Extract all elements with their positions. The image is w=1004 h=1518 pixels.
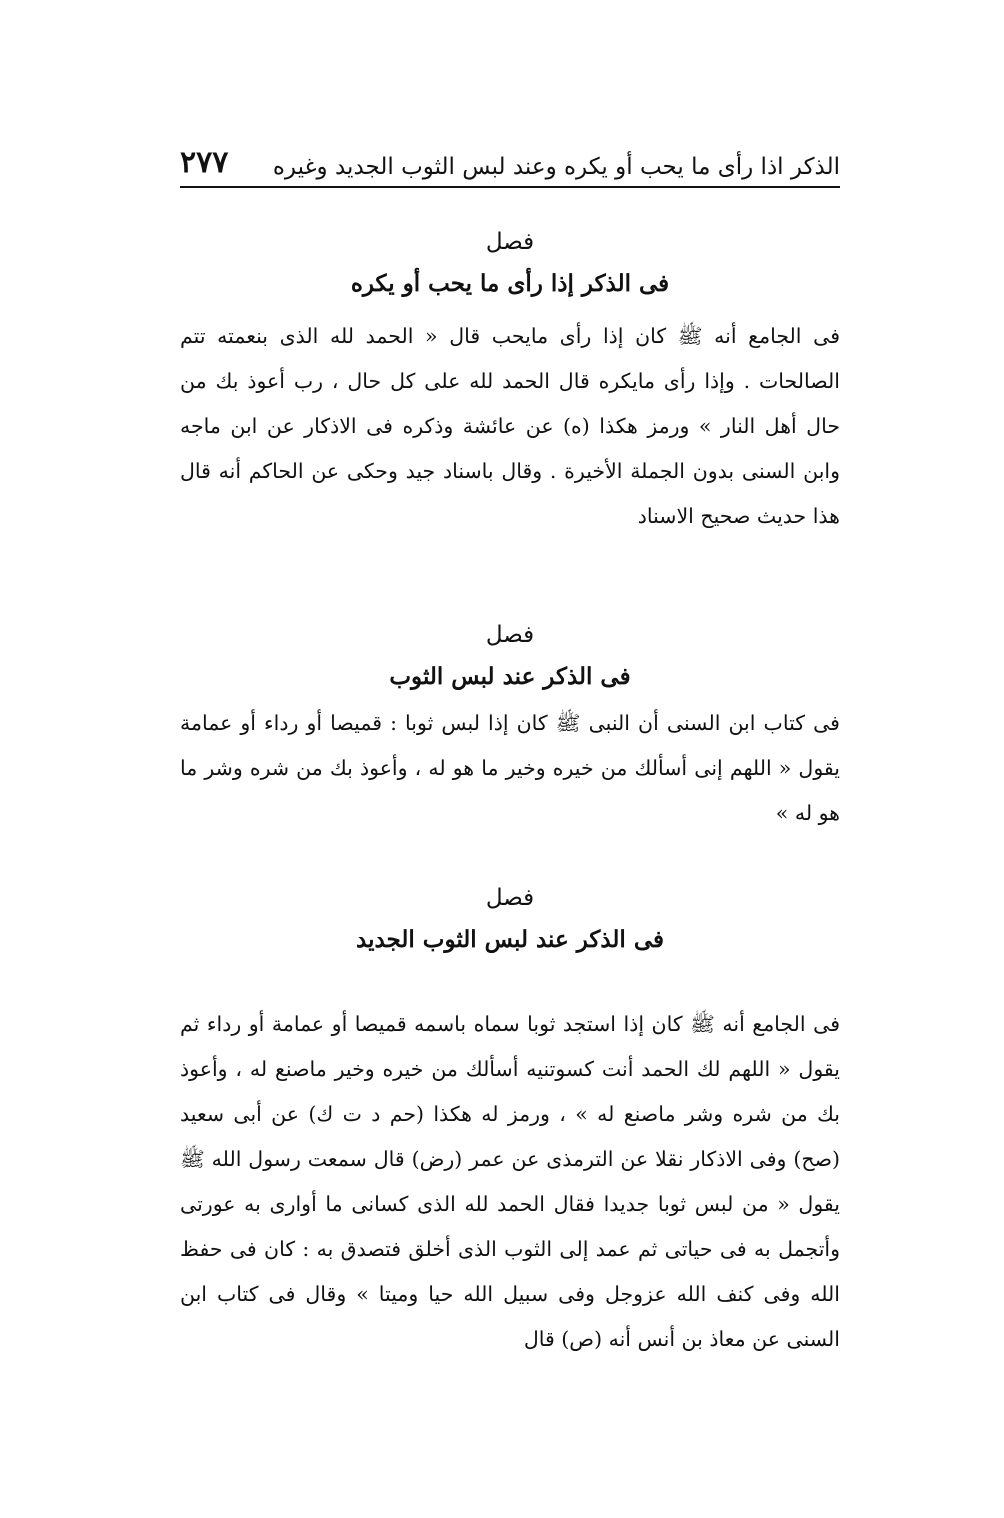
section-heading: فى الذكر إذا رأى ما يحب أو يكره <box>350 270 670 297</box>
section-3 <box>180 878 840 1362</box>
section-paragraph: فى الجامع أنه ﷺ كان إذا رأى مايحب قال « الحمد لله الذى بنعمته تتم الصالحات . وإذا رأى مايكره قال الحمد لله على كل حال ، رب أعوذ بك من حال أهل النار » ورمز هكذا (ه) عن عائشة وذكره فى الاذكار عن ابن ماجه وابن السنى بدون الجملة الأخيرة . وقال باسناد جيد وحكى عن الحاكم أنه قال هذا حديث صحيح الاسناد <box>180 324 840 528</box>
section-paragraph: فى الجامع أنه ﷺ كان إذا استجد ثوبا سماه باسمه قميصا أو عمامة أو رداء ثم يقول « اللهم لك الحمد أنت كسوتنيه أسألك من خيره وخير ماصنع له ، وأعوذ بك من شره وشر ماصنع له » ، ورمز له هكذا (حم د ت ك) عن أبى سعيد (صح) وفى الاذكار نقلا عن الترمذى عن عمر (رض) قال سمعت رسول الله ﷺ يقول « من لبس ثوبا جديدا فقال الحمد لله الذى كسانى ما أوارى به عورتى وأتجمل به فى حياتى ثم عمد إلى الثوب الذى أخلق فتصدق به : كان فى حفظ الله وفى كنف الله عزوجل وفى سبيل الله حيا وميتا » وقال فى كتاب ابن السنى عن معاذ بن أنس أنه (ص) قال <box>180 1012 840 1351</box>
section-1 <box>180 222 840 539</box>
section-label: فصل <box>485 622 535 648</box>
section-2 <box>180 615 840 836</box>
section-heading: فى الذكر عند لبس الثوب <box>389 663 631 690</box>
running-title: الذكر اذا رأى ما يحب أو يكره وعند لبس الثوب الجديد وغيره <box>272 154 840 180</box>
section-label: فصل <box>485 229 535 255</box>
section-paragraph: فى كتاب ابن السنى أن النبى ﷺ كان إذا لبس ثوبا : قميصا أو رداء أو عمامة يقول « اللهم إنى أسألك من خيره وخير ما هو له ، وأعوذ بك من شره وشر ما هو له » <box>180 711 840 825</box>
page-number: ٢٧٧ <box>180 145 229 180</box>
running-header <box>180 136 840 188</box>
section-heading: فى الذكر عند لبس الثوب الجديد <box>356 926 664 953</box>
section-label: فصل <box>485 885 535 911</box>
